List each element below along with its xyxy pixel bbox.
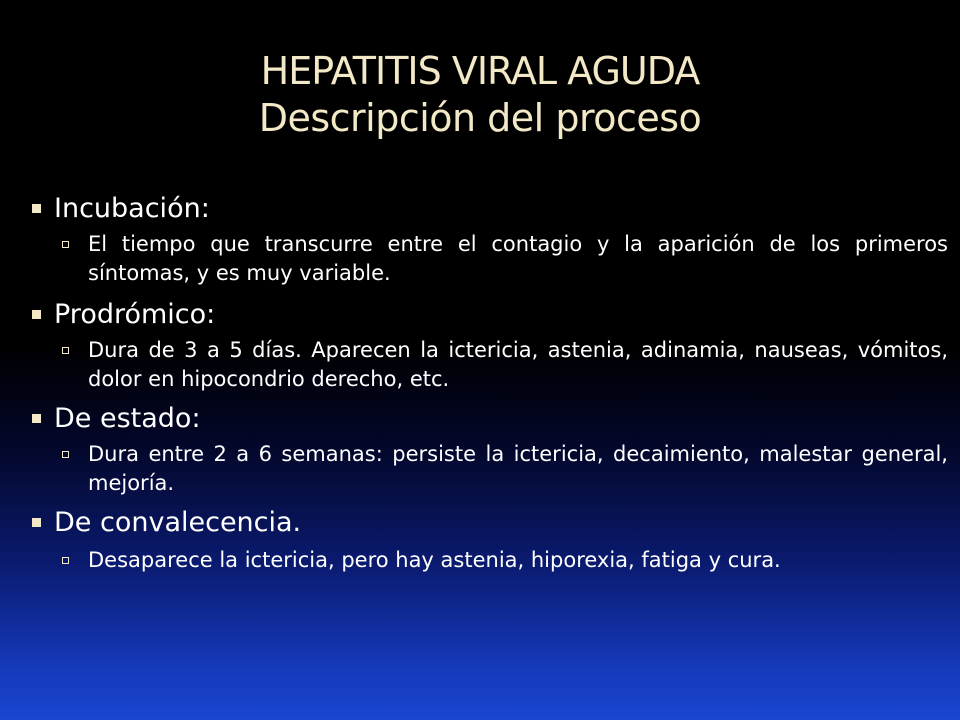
square-bullet-icon (32, 518, 41, 527)
bullet-item-de-estado (28, 400, 948, 438)
sub-bullet-text: Dura entre 2 a 6 semanas: persiste la ictericia, decaimiento, malestar general, mejoría. (88, 442, 948, 495)
title-line-2: Descripción del proceso (258, 96, 702, 140)
bullet-item-prodromico (28, 296, 948, 334)
square-bullet-icon (32, 204, 41, 213)
sub-bullet-text: El tiempo que transcurre entre el contagio y la aparición de los primeros síntomas, y es muy variable. (88, 232, 948, 285)
square-bullet-icon (32, 414, 41, 423)
title-line-1: HEPATITIS VIRAL AGUDA (260, 49, 700, 93)
hollow-square-bullet-icon (62, 347, 69, 354)
sub-bullet-text: Dura de 3 a 5 días. Aparecen la ictericia, astenia, adinamia, nauseas, vómitos, dolor en hipocondrio derecho, etc. (88, 338, 948, 391)
hollow-square-bullet-icon (62, 557, 69, 564)
sub-bullet-item (62, 230, 948, 288)
bullet-item-de-convalecencia (28, 504, 948, 542)
slide-title (0, 48, 960, 142)
bullet-heading: Prodrómico: (54, 299, 216, 330)
sub-bullet-text: Desaparece la ictericia, pero hay astenia, hiporexia, fatiga y cura. (88, 548, 781, 572)
sub-bullet-item (62, 546, 948, 575)
square-bullet-icon (32, 310, 41, 319)
bullet-heading: De estado: (54, 403, 201, 434)
hollow-square-bullet-icon (62, 241, 69, 248)
bullet-heading: De convalecencia. (54, 507, 302, 538)
bullet-heading: Incubación: (54, 193, 210, 224)
bullet-item-incubacion (28, 190, 948, 228)
sub-bullet-item (62, 440, 948, 498)
sub-bullet-item (62, 336, 948, 394)
bullet-list (28, 190, 948, 575)
hollow-square-bullet-icon (62, 451, 69, 458)
